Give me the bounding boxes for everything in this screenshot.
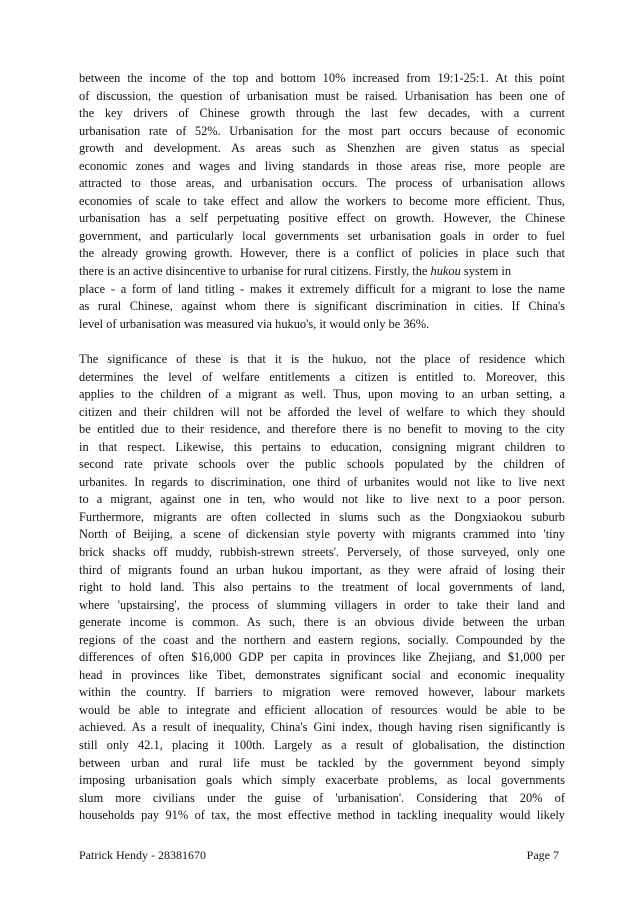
text-line: second rate private schools over the public schools populated by the children of	[79, 457, 565, 472]
text-line: growth and development. As areas such as Shenzhen are given status as special	[79, 141, 565, 156]
hukou-italic-term: hukou	[430, 264, 461, 279]
text-line	[79, 263, 565, 281]
text-line: urbanisation rate of 52%. Urbanisation for the most part occurs because of economic	[79, 123, 565, 138]
text-line: within the country. If barriers to migration were removed however, labour markets	[79, 685, 565, 700]
text-line: imposing urbanisation goals which simply exacerbate problems, as local governments	[79, 773, 565, 788]
text-line: North of Beijing, a scene of dickensian style poverty with migrants crammed into 'tiny	[79, 527, 565, 542]
text-line: between urban and rural life must be tackled by the government beyond simply	[79, 755, 565, 770]
text-line: level of urbanisation was measured via hukuo's, it would only be 36%.	[79, 316, 430, 331]
text-line: head in provinces like Tibet, demonstrates significant social and economic inequality	[79, 667, 565, 682]
text-line: generate income is common. As such, there is an obvious divide between the urban	[79, 615, 565, 630]
text-line: economic zones and wages and living standards in those areas rise, more people are	[79, 158, 565, 173]
text-line: citizen and their children will not be afforded the level of welfare to which they should	[79, 404, 565, 419]
text-line: between the income of the top and bottom 10% increased from 19:1-25:1. At this point	[79, 71, 565, 85]
text-line: slum more civilians under the guise of 'urbanisation'. Considering that 20% of	[79, 790, 565, 805]
text-line: applies to the children of a migrant as well. Thus, upon moving to an urban setting, a	[79, 387, 565, 402]
text-line: The significance of these is that it is the hukuo, not the place of residence which	[79, 352, 565, 366]
text-line: to a migrant, against one in ten, who would not like to live next to a poor person.	[79, 492, 565, 507]
footer-author: Patrick Hendy - 28381670	[79, 848, 206, 862]
text-line: where 'upstairsing', the process of slumming villagers in order to take their land and	[79, 597, 565, 612]
footer-page-number: Page 7	[526, 848, 559, 862]
text-line: right to hold land. This also pertains to the treatment of local governments of land,	[79, 580, 565, 595]
paragraph-2	[79, 351, 565, 825]
text-line: regions of the coast and the northern and eastern regions, socially. Compounded by the	[79, 632, 565, 647]
text-line: place - a form of land titling - makes it extremely difficult for a migrant to lose the name	[79, 281, 565, 296]
text-line: attracted to those areas, and urbanisation occurs. The process of urbanisation allows	[79, 176, 565, 191]
text-line: achieved. As a result of inequality, China's Gini index, though having risen significantly is	[79, 720, 565, 735]
text-line: still only 42.1, placing it 100th. Largely as a result of globalisation, the distinction	[79, 738, 565, 753]
text-line: the key drivers of Chinese growth through the last few decades, with a current	[79, 106, 565, 121]
text-line: Furthermore, migrants are often collected in slums such as the Dongxiaokou suburb	[79, 509, 565, 524]
text-line: brick shacks off muddy, rubbish-strewn streets'. Perversely, of those surveyed, only one	[79, 545, 565, 560]
text-segment: there is an active disincentive to urbanise for rural citizens. Firstly, the	[79, 264, 431, 279]
text-line: third of migrants found an urban hukou important, as they were afraid of losing their	[79, 562, 565, 577]
text-line: households pay 91% of tax, the most effective method in tackling inequality would likely	[79, 808, 565, 823]
text-line: be entitled due to their residence, and therefore there is no benefit to moving to the city	[79, 422, 565, 437]
text-line: as rural Chinese, against whom there is significant discrimination in cities. If China's	[79, 299, 565, 314]
paragraph-1	[79, 70, 565, 333]
text-line: of discussion, the question of urbanisation must be raised. Urbanisation has been one of	[79, 88, 565, 103]
text-line: would be able to integrate and efficient allocation of resources would be able to be	[79, 702, 565, 717]
text-line: economies of scale to take effect and allow the workers to become more efficient. Thus,	[79, 193, 565, 208]
text-line: in that respect. Likewise, this pertains to education, consigning migrant children to	[79, 439, 565, 454]
text-line: the already growing growth. However, there is a conflict of policies in place such that	[79, 246, 565, 261]
text-segment: system in	[460, 264, 512, 279]
text-line: government, and particularly local governments set urbanisation goals in order to fuel	[79, 228, 565, 243]
text-line: urbanisation has a self perpetuating positive effect on growth. However, the Chinese	[79, 211, 565, 226]
text-line: differences of often $16,000 GDP per capita in provinces like Zhejiang, and $1,000 per	[79, 650, 565, 665]
text-line: urbanites. In regards to discrimination, one third of urbanites would not like to live next	[79, 474, 565, 489]
text-line: determines the level of welfare entitlements a citizen is entitled to. Moreover, this	[79, 369, 565, 384]
